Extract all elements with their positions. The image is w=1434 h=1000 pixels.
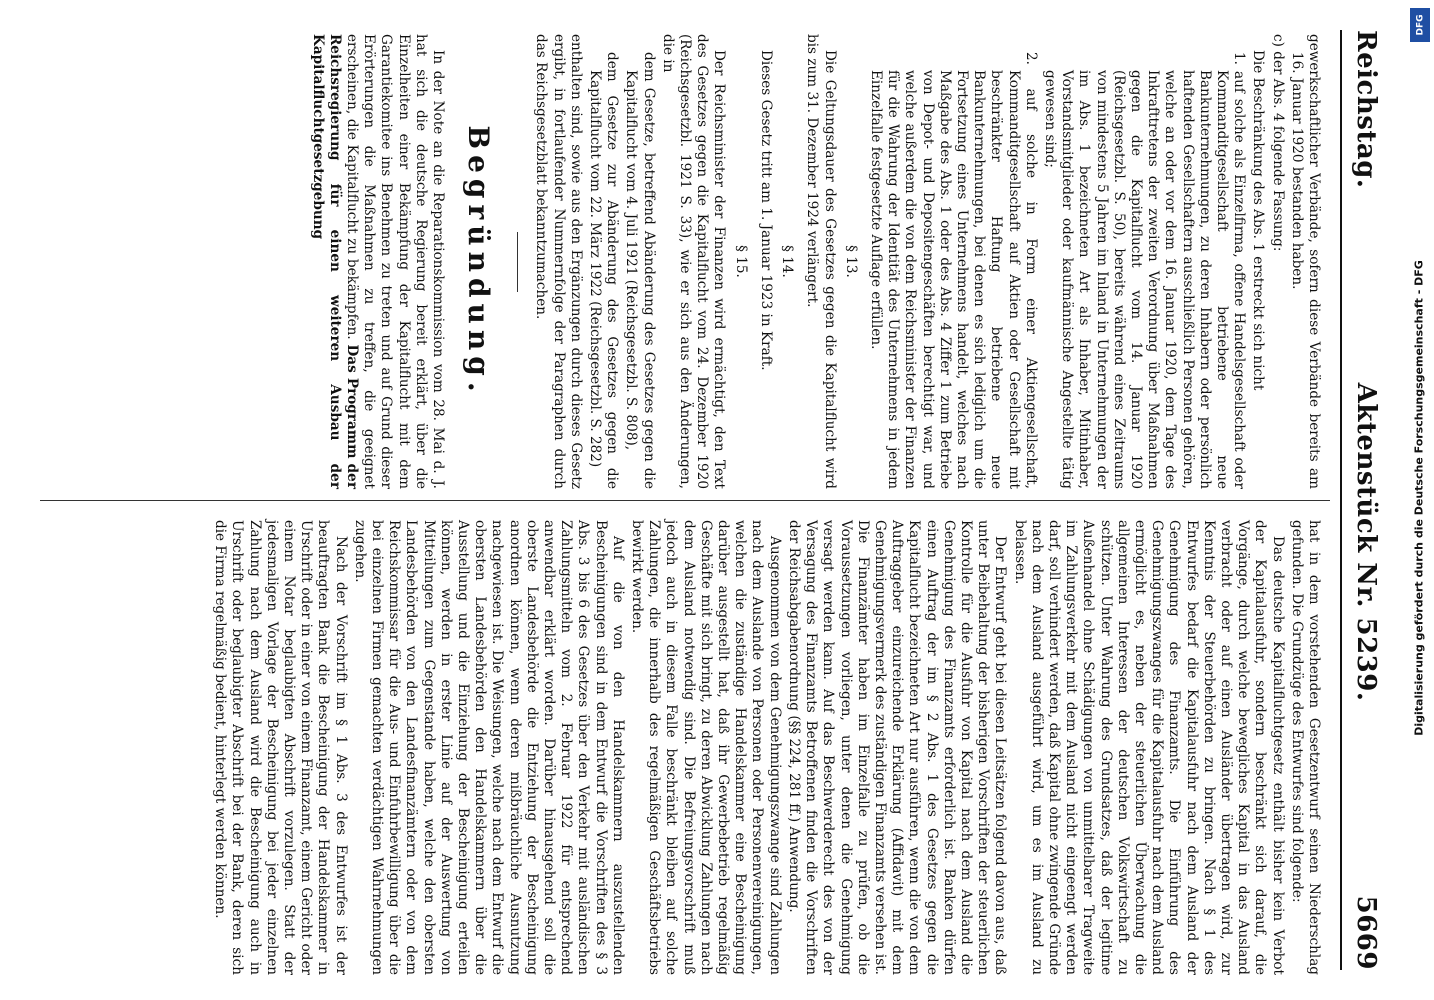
right-paragraphs bbox=[211, 520, 1322, 975]
digitization-note bbox=[1406, 8, 1432, 988]
right-column bbox=[209, 520, 1322, 975]
right-paragraph: hat in dem vorstehenden Gesetzentwurf seinen Niederschlag gefunden. Die Grundzüge des Entwurfes sind folgende: bbox=[1288, 520, 1322, 975]
left-paragraph: § 15. bbox=[732, 245, 749, 278]
right-paragraph: Das deutsche Kapitalfluchtgesetz enthält bisher kein Verbot der Kapitalausfuhr, sondern beschränkt sich darauf, die Vorgänge, durch welche bewegliches Kapital in das Ausland verbracht oder auf einen Ausländer übertragen wird, zur Kenntnis der Steuerbehörden zu bringen. Nach § 1 des Entwurfes bedarf die Kapitalausfuhr nach dem Ausland der Genehmigung des Finanzamts. Die Einführung des Genehmigungszwanges für die Kapitalausfuhr nach dem Ausland ermöglicht es, neben der steuerlichen Überwachung die allgemeinen Interessen der deutschen Volkswirtschaft zu schützen. Unter Wahrung des Grundsatzes, daß der legitime Außenhandel ohne Schädigungen von unmittelbarer Tragweite im Zahlungsverkehr mit dem Ausland nicht eingeengt werden darf, soll verhindert werden, daß Kapital ohne zwingende Gründe nach dem Ausland ausgeführt wird, um es im Ausland zu belassen. bbox=[1011, 520, 1286, 975]
section-title: Begründung. bbox=[462, 125, 496, 398]
left-paragraph: enthalten sind, sowie aus den Ergänzungen durch dieses Gesetz ergibt, in fortlaufender Nummernfolge der Paragraphen durch das Reichsgesetzblatt bekanntzumachen. bbox=[533, 34, 584, 489]
dfg-logo-text: DFG bbox=[1415, 14, 1426, 36]
left-paragraph: Dieses Gesetz tritt am 1. Januar 1923 in Kraft. bbox=[757, 50, 774, 371]
left-paragraphs bbox=[532, 34, 1322, 489]
dfg-logo bbox=[1410, 8, 1430, 42]
page-header bbox=[1346, 30, 1386, 970]
left-paragraph: dem Gesetze zur Abänderung des Gesetzes gegen die Kapitalflucht vom 22. März 1922 (Reichsgesetzbl. S. 282) bbox=[587, 52, 621, 489]
justification-paragraph bbox=[308, 34, 446, 489]
right-paragraph: Auf die von den Handelskammern auszustellenden Bescheinigungen sind in dem Entwurf die Vorschriften des § 3 Abs. 3 bis 6 des Gesetzes über den Verkehr mit ausländischen Zahlungsmitteln vom 2. Februar 1922 für entsprechend anwendbar erklärt worden. Darüber hinausgehend soll die oberste Landesbehörde die Entziehung der Bescheinigung anordnen können, wenn deren mißbräuchliche Ausnutzung nachgewiesen ist. Die Weisungen, welche nach dem Entwurf die obersten Landesbehörden den Handelskammern über die Ausstellung und die Einziehung der Bescheinigung erteilen können, werden in erster Linie auf der Auswertung von Mitteilungen zum Gegenstande haben, welche den obersten Landesbehörden von den Landesfinanzämtern oder von dem Reichskommissar für die Aus- und Einfuhrbewilligung über die bei einzelnen Firmen gemachten verdächtigen Wahrnehmungen zugehen. bbox=[351, 520, 626, 975]
right-paragraph: Der Entwurf geht bei diesen Leitsätzen folgend davon aus, daß unter Beibehaltung der bisherigen Vorschriften der steuerlichen Kontrolle für die Ausfuhr von Kapital nach dem Ausland die Genehmigung des Finanzamts erforderlich ist. Banken dürfen einen Auftrag der im § 2 Abs. 1 des Gesetzes gegen die Kapitalflucht bezeichneten Art nur ausführen, wenn die von dem Auftraggeber einzureichende Erklärung (Affidavit) mit dem Genehmigungsvermerk des zuständigen Finanzamts versehen ist. Die Finanzämter haben im Einzelfalle zu prüfen, ob die Voraussetzungen vorliegen, unter denen die Genehmigung versagt werden kann. Auf das Beschwerderecht des von der Versagung des Finanzamts Betroffenen finden die Vorschriften der Reichsabgabenordnung (§§ 224, 281 ff.) Anwendung. bbox=[785, 520, 1009, 975]
left-paragraph: Die Geltungsdauer des Gesetzes gegen die Kapitalflucht wird bis zum 31. Dezember 1924 verlängert. bbox=[804, 34, 838, 489]
justification-bold-text: Das Programm der Reichsregierung für einen weiteren Ausbau der Kapitalfluchtgesetzgebung bbox=[309, 34, 361, 489]
section-rule bbox=[517, 232, 518, 292]
header-left: Reichstag. bbox=[1351, 30, 1381, 189]
page-number: 5669 bbox=[1351, 895, 1381, 970]
left-paragraph: Die Beschränkung des Abs. 1 erstreckt sich nicht bbox=[1250, 50, 1267, 391]
left-paragraph: Der Reichsminister der Finanzen wird ermächtigt, den Text des Gesetzes gegen die Kapitalflucht vom 24. Dezember 1920 (Reichsgesetzbl. 1921 S. 33), wie er sich aus den Änderungen, die in bbox=[659, 34, 728, 489]
digitization-note-text: Digitalisierung gefördert durch die Deutsche Forschungsgemeinschaft - DFG bbox=[1412, 260, 1426, 736]
column-divider bbox=[40, 500, 1330, 501]
left-paragraph: 1. auf solche als Einzelfirma, offene Handelsgesellschaft oder Kommanditgesellschaft betriebene neue Bankunternehmungen, zu deren Inhabern oder persönlich haftenden Gesellschaftern ausschließlich Personen gehören, welche an oder vor dem 16. Januar 1920, dem Tage des Inkrafttretens der zweiten Verordnung über Maßnahmen gegen die Kapitalflucht vom 14. Januar 1920 (Reichsgesetzbl. S. 50), bereits während eines Zeitraums von mindestens 5 Jahren im Inland in Unternehmungen der im Abs. 1 bezeichneten Art als Inhaber, Mitinhaber, Vorstandsmitglieder oder kaufmännische Angestellte tätig gewesen sind; bbox=[1041, 52, 1248, 489]
left-paragraph: dem Gesetze, betreffend Abänderung des Gesetzes gegen die Kapitalflucht vom 4. Juli 1921 (Reichsgesetzbl. S. 808), bbox=[623, 52, 657, 489]
left-paragraph: 2. auf solche in Form einer Aktiengesellschaft, Kommanditgesellschaft auf Aktien oder Gesellschaft mit beschränkter Haftung betriebene neue Bankunternehmungen, bei denen es sich lediglich um die Fortsetzung eines Unternehmens handelt, welches nach Maßgabe des Abs. 1 oder des Abs. 4 Ziffer 1 zum Betriebe von Depot- und Depositengeschäften berechtigt war, und welche außerdem die von dem Reichsminister der Finanzen für die Wahrung der Identität des Unternehmens in jedem Einzelfalle festgesetzte Auflage erfüllen. bbox=[867, 52, 1039, 489]
left-paragraph: § 14. bbox=[779, 245, 796, 278]
left-column bbox=[306, 34, 1322, 489]
header-center: Aktenstück Nr. 5239. bbox=[1351, 382, 1381, 702]
header-rule bbox=[1340, 30, 1342, 970]
left-paragraph: c) der Abs. 4 folgende Fassung: bbox=[1269, 34, 1286, 252]
right-paragraph: Ausgenommen von dem Genehmigungszwange sind Zahlungen nach dem Auslande von Personen oder Personenvereinigungen, welchen die zuständige Handelskammer eine Bescheinigung darüber ausgestellt hat, daß ihr Gewerbebetrieb regelmäßig Geschäfte mit sich bringt, zu deren Abwicklung Zahlungen nach dem Ausland notwendig sind. Die Befreiungsvorschrift muß jedoch auch in diesem Falle beschränkt bleiben auf solche Zahlungen, die innerhalb des regelmäßigen Geschäftsbetriebs bewirkt werden. bbox=[629, 520, 783, 975]
justification-text: In der Note an die Reparationskommission vom 28. Mai d. J. hat sich die deutsche Regierung bereit erklärt, über die Einzelheiten einer Bekämpfung der Kapitalflucht mit dem Garantiekomitee ins Benehmen zu treten und auf Grund dieser Erörterungen die Maßnahmen zu treffen, die geeignet erscheinen, die Kapitalflucht zu bekämpfen. bbox=[344, 34, 447, 489]
left-paragraph: gewerkschaftlicher Verbände, sofern diese Verbände bereits am 16. Januar 1920 bestanden haben. bbox=[1288, 34, 1322, 489]
right-paragraph: Nach der Vorschrift im § 1 Abs. 3 des Entwurfes ist der beauftragten Bank die Bescheinigung der Handelskammer in Urschrift oder in einer von einem Finanzamt, einem Gericht oder einem Notar beglaubigten Abschrift vorzulegen. Statt der jedesmaligen Vorlage der Bescheinigung bei jeder einzelnen Zahlung nach dem Ausland wird die Bescheinigung auch in Urschrift oder beglaubigter Abschrift bei der Bank, deren sich die Firma regelmäßig bedient, hinterlegt werden können. bbox=[212, 520, 349, 975]
left-paragraph: § 13. bbox=[842, 245, 859, 278]
